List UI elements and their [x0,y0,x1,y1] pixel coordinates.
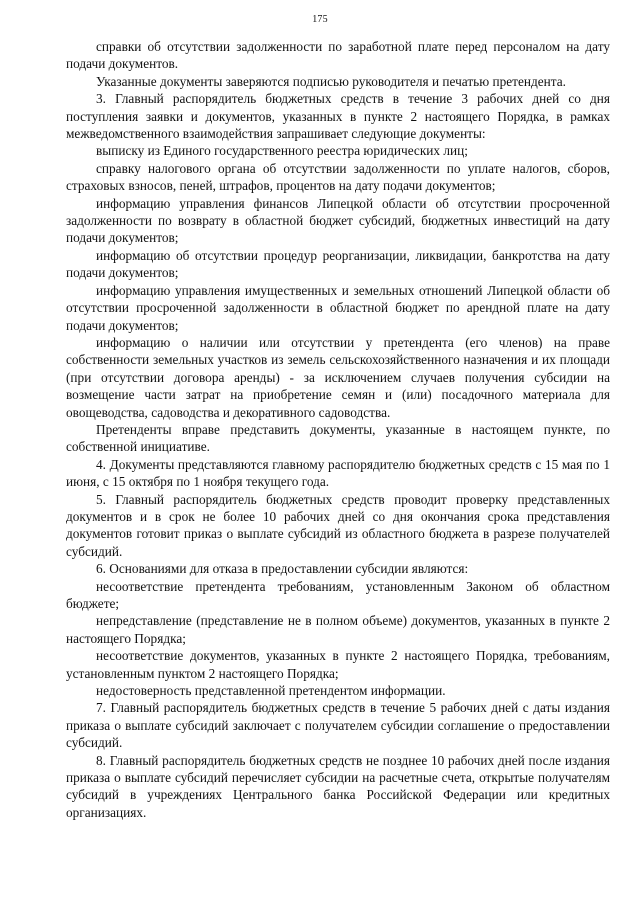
paragraph: недостоверность представленной претендентом информации. [96,683,446,699]
paragraph: справку налогового органа об отсутствии задолженности по уплате налогов, сборов, страховых взносов, пеней, штрафов, процентов на дату подачи документов; [66,160,610,194]
paragraph: 6. Основаниями для отказа в предоставлении субсидии являются: [96,561,469,577]
paragraph: 5. Главный распорядитель бюджетных средств проводит проверку представленных документов и в срок не более 10 рабочих дней со дня окончания срока представления документов готовит приказ о выплате субсидий из областного бюджета в разрезе получателей субсидий. [66,491,610,559]
paragraph: информацию управления имущественных и земельных отношений Липецкой области об отсутствии просроченной задолженности в областной бюджет по арендной плате на дату подачи документов; [66,282,610,333]
document-body [66,38,610,821]
paragraph: 7. Главный распорядитель бюджетных средств в течение 5 рабочих дней с даты издания приказа о выплате субсидий заключает с получателем субсидии соглашение о предоставлении субсидий. [66,700,610,751]
paragraph: 8. Главный распорядитель бюджетных средств не позднее 10 рабочих дней после издания приказа о выплате субсидий перечисляет субсидии на расчетные счета, открытые получателям субсидий в учреждениях Центрального банка Российской Федерации или кредитных организациях. [66,752,610,820]
paragraph: несоответствие документов, указанных в пункте 2 настоящего Порядка, требованиям, установленным пунктом 2 настоящего Порядка; [66,648,610,681]
paragraph: справки об отсутствии задолженности по заработной плате перед персоналом на дату подачи документов. [66,39,610,72]
paragraph: Претенденты вправе представить документы, указанные в настоящем пункте, по собственной инициативе. [66,421,610,455]
paragraph: выписку из Единого государственного реестра юридических лиц; [96,143,468,159]
paragraph: информацию о наличии или отсутствии у претендента (его членов) на праве собственности земельных участков из земель сельскохозяйственного назначения и их площади (при отсутствии договора аренды) - за исключением случаев получения субсидии на возмещение части затрат на приобретение семян и (или) посадочного материала для овощеводства, садоводства и декоративного садоводства. [66,334,610,420]
paragraph: информацию об отсутствии процедур реорганизации, ликвидации, банкротства на дату подачи документов; [66,247,610,281]
paragraph: информацию управления финансов Липецкой области об отсутствии просроченной задолженности по возврату в областной бюджет субсидий, бюджетных инвестиций на дату подачи документов; [66,195,610,246]
page-number: 175 [312,14,328,25]
paragraph: Указанные документы заверяются подписью руководителя и печатью претендента. [96,73,566,89]
paragraph: 4. Документы представляются главному распорядителю бюджетных средств с 15 мая по 1 июня, с 15 октября по 1 ноября текущего года. [66,456,610,490]
paragraph: непредставление (представление не в полном объеме) документов, указанных в пункте 2 настоящего Порядка; [66,613,610,646]
paragraph: 3. Главный распорядитель бюджетных средств в течение 3 рабочих дней со дня поступления заявки и документов, указанных в пункте 2 настоящего Порядка, в рамках межведомственного взаимодействия запрашивает следующие документы: [66,91,610,142]
paragraph: несоответствие претендента требованиям, установленным Законом об областном бюджете; [66,578,610,611]
